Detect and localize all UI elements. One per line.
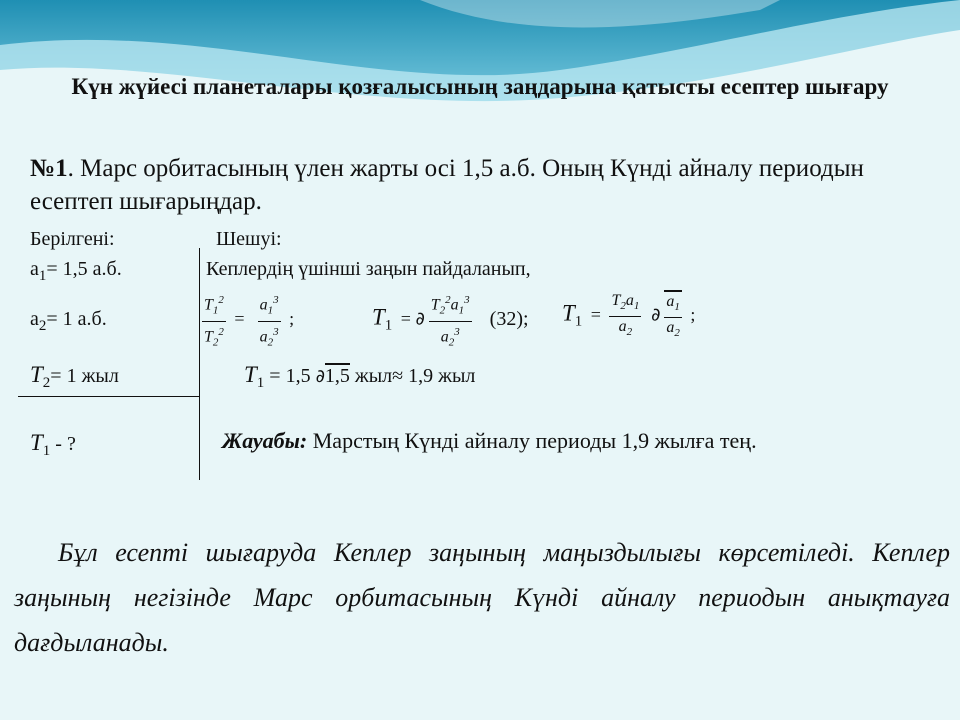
- t2-symbol: T: [30, 362, 43, 387]
- t2-value: = 1 жыл: [50, 365, 119, 387]
- problem-text: . Марс орбитасының үлен жарты осі 1,5 а.б. Оның Күнді айналу периодын есептеп шығарыңдар.: [30, 155, 864, 215]
- problem-statement: [30, 152, 950, 218]
- slide-title: Күн жүйесі планеталары қозғалысының заңдарына қатысты есептер шығару: [71, 74, 889, 99]
- a2-value: = 1 а.б.: [46, 308, 107, 330]
- given-t2: [30, 362, 119, 392]
- formula-32: T1 = ∂ $\frac{T_2^2a_1^3}{a_2^3}$ (32);: [372, 290, 529, 352]
- a1-a2-fraction: $\frac{a_1}{a_2}$: [664, 290, 682, 343]
- root-symbol-icon: ∂: [645, 304, 661, 326]
- formula-32-fraction: $\frac{T_2^2a_1^3}{a_2^3}$: [429, 290, 472, 352]
- t2-subscript: 2: [42, 375, 51, 391]
- calculation-line: $T_1 = 1,5$ ∂1,5 жыл≈ 1,9 жыл: [244, 362, 476, 391]
- t1-value: - ?: [50, 433, 76, 455]
- t1-symbol: T: [30, 430, 43, 455]
- equation-number: (32);: [489, 307, 529, 330]
- given-t1: [30, 430, 76, 460]
- a1-subscript: 1: [38, 268, 47, 284]
- t2-a1-fraction: $\frac{T_2a_1}{a_2}$: [611, 292, 640, 339]
- period-ratio-fraction: $\frac{T_1^2}{T_2^2}$: [202, 290, 226, 352]
- kepler-law-formula: $\frac{T_1^2}{T_2^2}$ = $\frac{a_1^3}{a_2^3}$ ;: [202, 290, 294, 352]
- given-a2: [30, 308, 107, 335]
- root-symbol-icon: ∂: [315, 366, 325, 387]
- answer-line: [222, 428, 757, 454]
- solution-header: Шешуі:: [216, 228, 282, 250]
- solution-intro: Кеплердің үшінші заңын пайдаланып,: [206, 258, 531, 280]
- axis-ratio-fraction: $\frac{a_1^3}{a_2^3}$: [258, 290, 281, 352]
- calc-result: 1,9 жыл: [403, 365, 476, 387]
- calc-mid: 1,5: [324, 365, 350, 387]
- problem-number: №1: [30, 155, 68, 182]
- closing-paragraph: Бұл есепті шығаруда Кеплер заңының маңыздылығы көрсетіледі. Кеплер заңының негізінде Марс орбитасының Күнді айналу периодын анықтауға дағдыланады.: [14, 538, 950, 657]
- a1-value: = 1,5 а.б.: [46, 258, 122, 280]
- t1-subscript: 1: [42, 443, 51, 459]
- root-symbol-icon: ∂: [415, 308, 425, 330]
- a1-symbol: a: [30, 258, 39, 280]
- decorative-wave-header: [0, 0, 960, 130]
- calc-left: = 1,5: [269, 365, 311, 387]
- a2-subscript: 2: [38, 318, 47, 334]
- given-divider-horizontal: [18, 396, 200, 397]
- answer-label: Жауабы:: [222, 428, 308, 453]
- answer-text: Марстың Күнді айналу периоды 1,9 жылға тең.: [307, 428, 757, 453]
- a2-symbol: a: [30, 308, 39, 330]
- formula-simplified: T1 = $\frac{T_2a_1}{a_2}$ ∂ $\frac{a_1}{a_2}$ ;: [562, 290, 695, 343]
- given-divider-vertical: [199, 248, 200, 480]
- given-a1: [30, 258, 122, 285]
- given-header: Берілгені:: [30, 228, 115, 250]
- calc-unit: жыл: [349, 365, 393, 387]
- approx-symbol: ≈: [392, 365, 404, 387]
